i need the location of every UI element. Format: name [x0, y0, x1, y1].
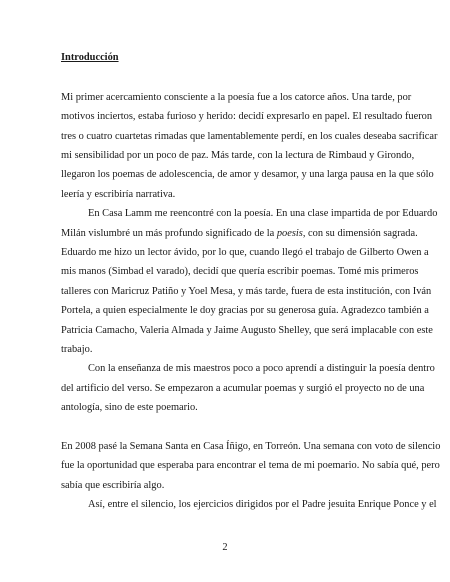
text-line: fue la oportunidad que esperaba para encontrar el tema de mi poemario. No sabía qué, pero [61, 460, 440, 471]
text-line: En Casa Lamm me reencontré con la poesía. En una clase impartida de por Eduardo [88, 208, 438, 219]
text-line: Con la enseñanza de mis maestros poco a poco aprendí a distinguir la poesía dentro [88, 363, 435, 374]
text-line: leería y escribiría narrativa. [61, 189, 176, 200]
text-line: mi sensibilidad por un poco de paz. Más tarde, con la lectura de Rimbaud y Girondo, [61, 150, 415, 161]
text-line: llegaron los poemas de adolescencia, de amor y desamor, y una larga pausa en la que sólo [61, 169, 434, 180]
text-line: talleres con Maricruz Patiño y Yoel Mesa, y más tarde, fuera de esta institución, con Iván [61, 286, 432, 297]
text-line: mis manos (Simbad el varado), decidí que quería escribir poemas. Tomé mis primeros [61, 266, 419, 277]
text-line: sabía que escribiría algo. [61, 480, 165, 491]
text-line: del artificio del verso. Se empezaron a acumular poemas y surgió el proyecto no de una [61, 383, 425, 394]
text-line: motivos inciertos, estaba furioso y herido: decidí expresarlo en papel. El resultado fueron [61, 111, 433, 122]
page-number: 2 [222, 542, 228, 553]
text-line: Así, entre el silencio, los ejercicios dirigidos por el Padre jesuita Enrique Ponce y el [88, 499, 437, 510]
text-line [61, 228, 418, 240]
text-line: tres o cuatro cuartetas rimadas que lamentablemente perdí, en los cuales deseaba sacrificar [61, 131, 438, 142]
text-line: Patricia Camacho, Valeria Almada y Jaime Augusto Shelley, que será implacable con este [61, 325, 433, 336]
text-line: antología, sino de este poemario. [61, 402, 198, 413]
text-line: En 2008 pasé la Semana Santa en Casa Íñigo, en Torreón. Una semana con voto de silencio [61, 441, 441, 452]
emphasized-word: poesis [276, 228, 303, 239]
section-heading: Introducción [61, 52, 119, 63]
text-run: Milán vislumbré un más profundo significado de la [61, 228, 277, 239]
text-line: Portela, a quien especialmente le doy gracias por su generosa guía. Agradezco también a [61, 305, 429, 316]
text-line: trabajo. [61, 344, 93, 355]
text-run: , con su dimensión sagrada. [302, 228, 418, 239]
text-line: Mi primer acercamiento consciente a la poesía fue a los catorce años. Una tarde, por [61, 92, 412, 103]
text-line: Eduardo me hizo un lector ávido, por lo que, cuando llegó el trabajo de Gilberto Owen a [61, 247, 429, 258]
